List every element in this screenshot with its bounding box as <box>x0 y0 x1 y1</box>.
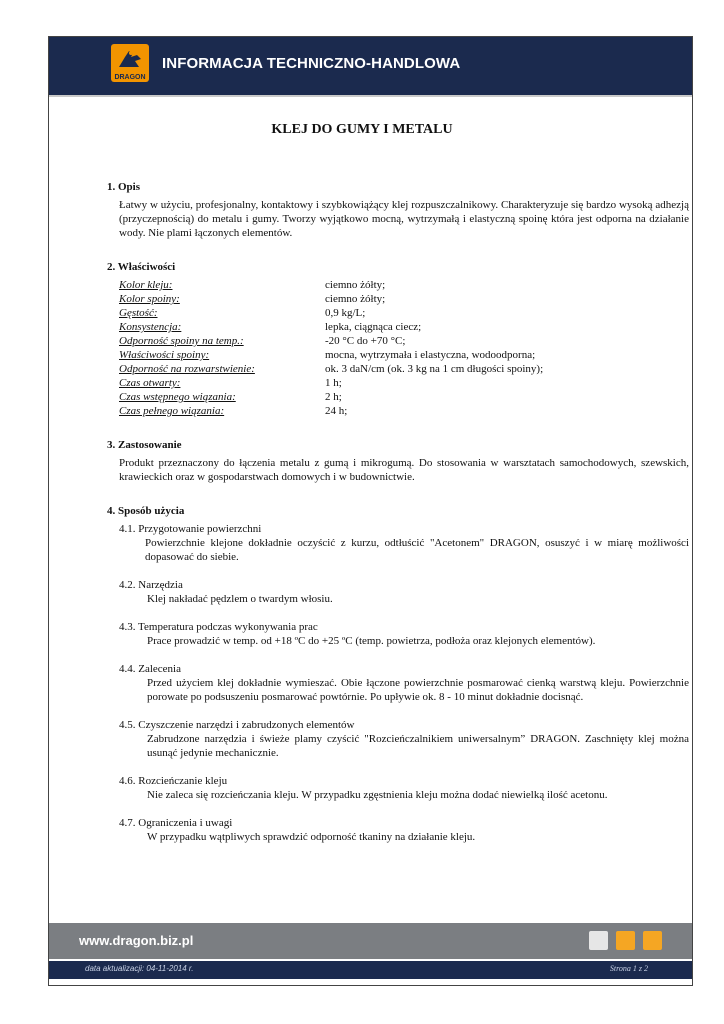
property-value: 2 h; <box>325 391 342 403</box>
section-text-opis: Łatwy w użyciu, profesjonalny, kontaktowy i szybkowiążący klej rozpuszczalnikowy. Charakteryzuje się bardzo wysoką adhezją (przyczepnością) do metalu i gumy. Tworzy wyjątkowo mocną, wytrzymałą i elastyczną spoinę która jest odporna na działanie wody. Nie plami łączonych elementów. <box>119 199 689 239</box>
usage-item-title: 4.1. Przygotowanie powierzchni <box>119 523 262 535</box>
website-link[interactable]: www.dragon.biz.pl <box>79 933 194 948</box>
property-value: lepka, ciągnąca ciecz; <box>325 321 422 333</box>
usage-item-body: Zabrudzone narzędzia i świeże plamy czyścić "Rozcieńczalnikiem uniwersalnym” DRAGON. Zaschnięty klej można usunąć jedynie mechanicznie. <box>147 733 689 759</box>
usage-item <box>119 522 689 564</box>
property-row <box>119 390 689 404</box>
property-key: Gęstość: <box>119 307 158 319</box>
property-key: Konsystencja: <box>119 321 182 333</box>
usage-item <box>119 816 689 844</box>
property-key: Czas otwarty: <box>119 377 181 389</box>
section-heading-sposob: 4. Sposób użycia <box>107 505 185 517</box>
property-key: Czas pełnego wiązania: <box>119 405 225 417</box>
property-value: mocna, wytrzymała i elastyczna, wodoodporna; <box>325 349 536 361</box>
property-row <box>119 404 689 418</box>
property-value: ciemno żółty; <box>325 293 386 305</box>
header-title: INFORMACJA TECHNICZNO-HANDLOWA <box>162 55 461 72</box>
usage-item-body: Prace prowadzić w temp. od +18 ºC do +25 ºC (temp. powietrza, podłoża oraz klejonych elementów). <box>147 635 596 647</box>
usage-item <box>119 620 689 648</box>
section-heading-opis: 1. Opis <box>107 181 141 193</box>
usage-item-body: Powierzchnie klejone dokładnie oczyścić z kurzu, odtłuścić "Acetonem" DRAGON, osuszyć i w miarę możliwości dopasować do siebie. <box>145 537 689 563</box>
document-body <box>107 180 689 844</box>
page-number: Strona 1 z 2 <box>609 964 648 973</box>
property-row <box>119 348 689 362</box>
dragon-logo <box>111 44 149 82</box>
usage-item-title: 4.6. Rozcieńczanie kleju <box>119 775 228 787</box>
properties-list <box>119 278 689 418</box>
property-value: 24 h; <box>325 405 348 417</box>
property-value: -20 °C do +70 °C; <box>325 335 406 347</box>
update-date: data aktualizacji: 04-11-2014 r. <box>85 964 194 973</box>
property-value: 1 h; <box>325 377 342 389</box>
property-row <box>119 362 689 376</box>
section-text-zastosowanie: Produkt przeznaczony do łączenia metalu z gumą i mikrogumą. Do stosowania w warsztatach samochodowych, szewskich, krawieckich oraz w gospodarstwach domowych i w budownictwie. <box>119 457 689 483</box>
property-value: ok. 3 daN/cm (ok. 3 kg na 1 cm długości spoiny); <box>325 363 544 375</box>
property-key: Odporność spoiny na temp.: <box>119 335 244 347</box>
usage-item-body: Klej nakładać pędzlem o twardym włosiu. <box>147 593 333 605</box>
usage-item-title: 4.4. Zalecenia <box>119 663 181 675</box>
property-key: Kolor spoiny: <box>119 293 180 305</box>
usage-item-body: W przypadku wątpliwych sprawdzić odporność tkaniny na działanie kleju. <box>147 831 476 843</box>
property-row <box>119 306 689 320</box>
usage-item <box>119 578 689 606</box>
usage-item-title: 4.5. Czyszczenie narzędzi i zabrudzonych elementów <box>119 719 355 731</box>
logo-text: DRAGON <box>114 74 146 81</box>
usage-item-title: 4.7. Ograniczenia i uwagi <box>119 817 233 829</box>
usage-item-body: Przed użyciem klej dokładnie wymieszać. Obie łączone powierzchnie posmarować cienką warstwą kleju. Powierzchnie porowate po podsuszeniu posmarować powtórnie. Po upływie ok. 8 - 10 minut dokładnie docisnąć. <box>147 677 689 703</box>
section-heading-wlasciwosci: 2. Właściwości <box>107 261 176 273</box>
usage-item <box>119 774 689 802</box>
property-row <box>119 292 689 306</box>
document-title: KLEJ DO GUMY I METALU <box>271 122 453 137</box>
property-row <box>119 334 689 348</box>
property-row <box>119 320 689 334</box>
property-row <box>119 278 689 292</box>
usage-item-title: 4.2. Narzędzia <box>119 579 183 591</box>
usage-item-title: 4.3. Temperatura podczas wykonywania prac <box>119 621 318 633</box>
property-value: 0,9 kg/L; <box>325 307 366 319</box>
property-key: Kolor kleju: <box>119 279 173 291</box>
decorative-square-orange <box>643 931 662 950</box>
usage-item <box>119 662 689 704</box>
property-key: Odporność na rozwarstwienie: <box>119 363 255 375</box>
decorative-square-orange <box>616 931 635 950</box>
dragon-mascot-icon <box>115 47 145 71</box>
footer-info-bar <box>49 961 692 979</box>
decorative-square-light <box>589 931 608 950</box>
footer-banner <box>49 923 692 959</box>
header-divider <box>49 95 692 97</box>
property-value: ciemno żółty; <box>325 279 386 291</box>
usage-item <box>119 718 689 760</box>
section-heading-zastosowanie: 3. Zastosowanie <box>107 439 182 451</box>
property-key: Czas wstępnego wiązania: <box>119 391 236 403</box>
property-row <box>119 376 689 390</box>
usage-item-body: Nie zaleca się rozcieńczania kleju. W przypadku zgęstnienia kleju można dodać niewielką ilość acetonu. <box>147 789 608 801</box>
property-key: Właściwości spoiny: <box>119 349 210 361</box>
